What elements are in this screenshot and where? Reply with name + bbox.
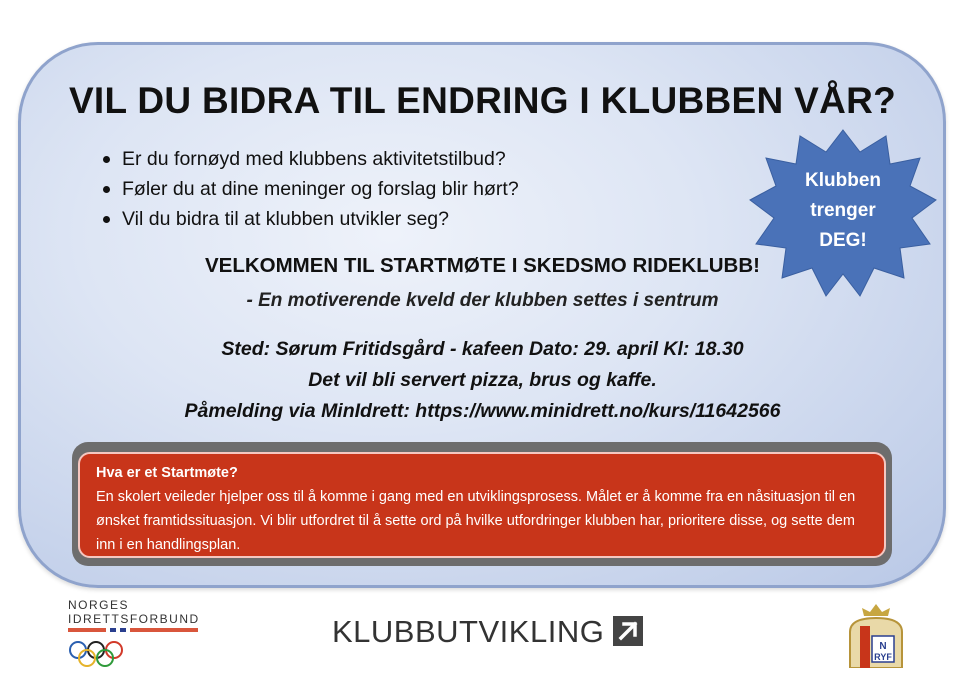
badge-line: DEG!: [819, 230, 867, 251]
badge-line: Klubben: [805, 170, 881, 191]
nif-logo: [68, 598, 200, 675]
signup-text: Påmelding via MinIdrett: https://www.minidrett.no/kurs/11642566: [184, 400, 781, 422]
refreshments-text: Det vil bli servert pizza, brus og kaffe.: [308, 369, 657, 391]
badge-text: [748, 166, 938, 256]
crest-letter: N: [879, 641, 887, 652]
place-date-time: Sted: Sørum Fritidsgård - kafeen Dato: 29. april Kl: 18.30: [221, 338, 744, 360]
crest-text: RYF: [874, 652, 892, 662]
badge-line: trenger: [810, 200, 876, 221]
list-item: Er du fornøyd med klubbens aktivitetstilbud?: [100, 144, 519, 174]
welcome-heading: VELKOMMEN TIL STARTMØTE I SKEDSMO RIDEKLUBB!: [204, 254, 760, 277]
question-list: [100, 144, 519, 234]
tagline: - En motiverende kveld der klubben settes i sentrum: [246, 290, 719, 311]
info-box-heading: Hva er et Startmøte?: [96, 465, 238, 481]
list-item: Vil du bidra til at klubben utvikler seg?: [100, 204, 519, 234]
logo-text-part1: KLUBB: [332, 614, 437, 649]
rideforbund-crest-icon: [842, 602, 910, 668]
nif-line2: IDRETTSFORBUND: [68, 612, 200, 626]
arrow-up-right-icon: [613, 616, 643, 646]
list-item: Føler du at dine meninger og forslag blir hørt?: [100, 174, 519, 204]
logo-text-part2: UTVIKLING: [436, 614, 605, 649]
nif-line1: NORGES: [68, 598, 130, 612]
klubbutvikling-logo: [332, 610, 643, 654]
info-box: [78, 452, 886, 558]
info-box-body: En skolert veileder hjelper oss til å komme i gang med en utviklingsprosess. Målet er å komme fra en nåsituasjon til en ønsket framtidssituasjon. Vi blir utfordret til å sette ord på hvilke utfordringer klubben har, prioritere disse, og sette dem inn i en handlingsplan.: [96, 489, 856, 553]
event-details: [0, 334, 965, 427]
page-title: VIL DU BIDRA TIL ENDRING I KLUBBEN VÅR?: [68, 80, 897, 121]
olympic-rings-icon: [68, 626, 200, 670]
